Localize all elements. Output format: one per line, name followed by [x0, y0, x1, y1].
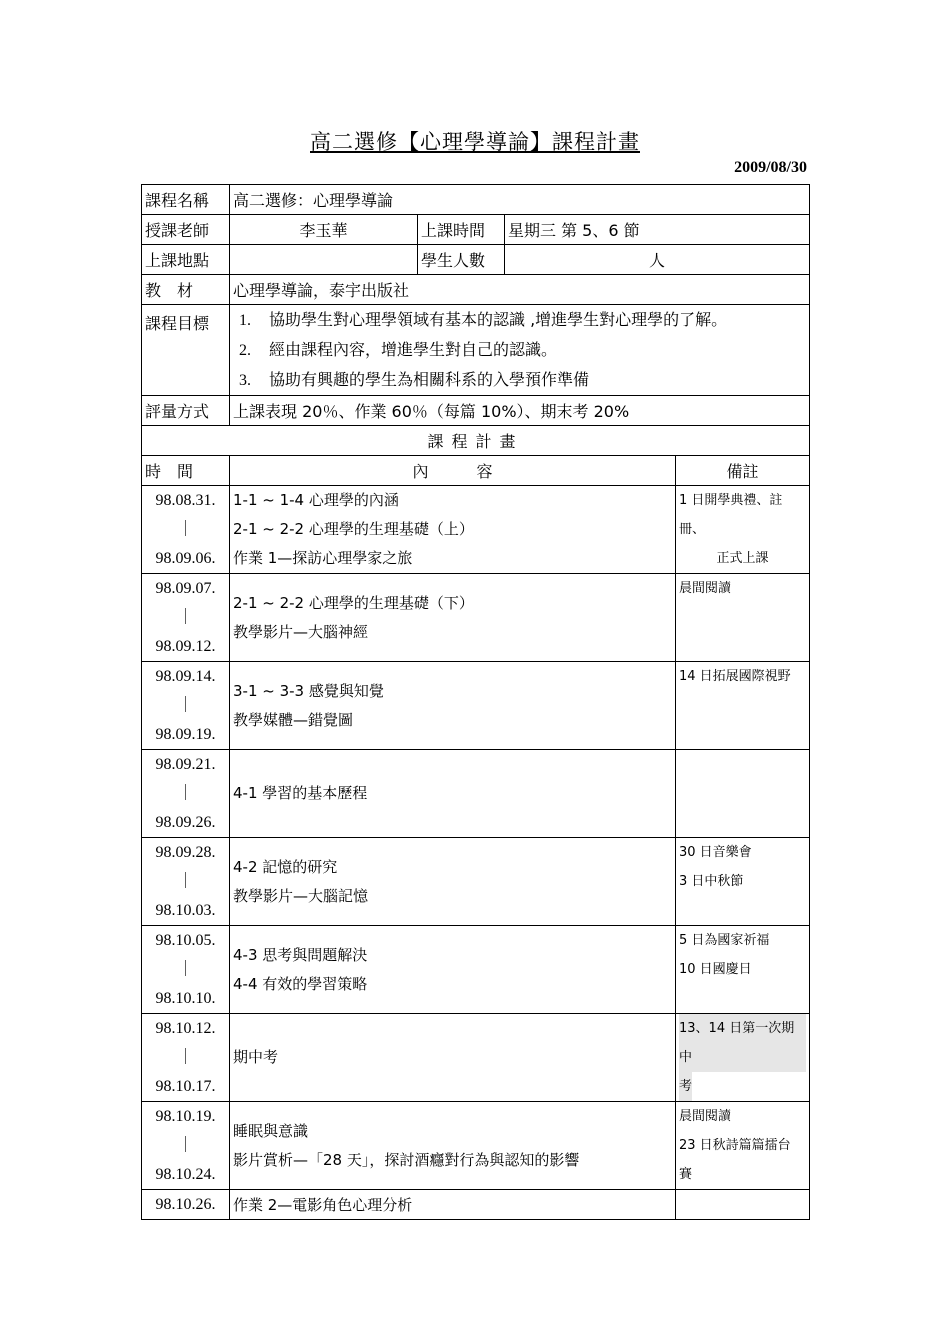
table-row: 98.10.12. ｜ 98.10.17. 期中考 13、14 日第一次期中 考: [142, 1014, 810, 1102]
class-time-value: 星期三 第 5、6 節: [505, 215, 810, 245]
place-label: 上課地點: [142, 245, 230, 275]
table-row: 98.10.05. ｜ 98.10.10. 4-3 思考與問題解決 4-4 有效的學習策略 5 日為國家祈福 10 日國慶日: [142, 926, 810, 1014]
students-label: 學生人數: [418, 245, 505, 275]
course-plan-table: [141, 184, 810, 1220]
course-name-value: 高二選修：心理學導論: [230, 185, 810, 215]
table-row: 98.10.19. ｜ 98.10.24. 睡眠與意識 影片賞析—「28 天」，探討酒癮對行為與認知的影響 晨間閱讀 23 日秋詩篇篇擂台 賽: [142, 1102, 810, 1190]
plan-heading: 課程計畫: [142, 426, 810, 456]
col-note-header: 備註: [676, 456, 810, 486]
teacher-label: 授課老師: [142, 215, 230, 245]
goals-list: [230, 305, 810, 396]
table-row: 98.09.07. ｜ 98.09.12. 2-1 ~ 2-2 心理學的生理基礎（下） 教學影片—大腦神經 晨間閱讀: [142, 574, 810, 662]
course-name-label: 課程名稱: [142, 185, 230, 215]
table-row: 98.08.31. ｜ 98.09.06. 1-1 ~ 1-4 心理學的內涵 2-1 ~ 2-2 心理學的生理基礎（上） 作業 1—探訪心理學家之旅 1 日開學典禮、註冊、 正式上課: [142, 486, 810, 574]
document-date: 2009/08/30: [734, 159, 807, 176]
table-row: 98.09.21. ｜ 98.09.26. 4-1 學習的基本歷程: [142, 750, 810, 838]
table-row: 98.10.26. 作業 2—電影角色心理分析: [142, 1190, 810, 1220]
teacher-value: 李玉華: [230, 215, 418, 245]
textbook-label: 教 材: [142, 275, 230, 305]
evaluation-label: 評量方式: [142, 396, 230, 426]
goal-item: 2. 經由課程內容，增進學生對自己的認識。: [239, 340, 558, 359]
col-time-header: 時 間: [142, 456, 230, 486]
class-time-label: 上課時間: [418, 215, 505, 245]
goal-item: 1. 協助學生對心理學領域有基本的認識 ,增進學生對心理學的了解。: [239, 310, 728, 329]
table-row: 98.09.28. ｜ 98.10.03. 4-2 記憶的研究 教學影片—大腦記憶 30 日音樂會 3 日中秋節: [142, 838, 810, 926]
place-value: [230, 245, 418, 275]
evaluation-value: 上課表現 20％、作業 60％（每篇 10%）、期末考 20%: [230, 396, 810, 426]
col-content-header: 內 容: [230, 456, 676, 486]
page-title: 高二選修【心理學導論】課程計畫: [310, 130, 640, 154]
goals-label: 課程目標: [142, 305, 230, 396]
table-row: 98.09.14. ｜ 98.09.19. 3-1 ~ 3-3 感覺與知覺 教學媒體—錯覺圖 14 日拓展國際視野: [142, 662, 810, 750]
textbook-value: 心理學導論，泰宇出版社: [230, 275, 810, 305]
students-value: 人: [505, 245, 810, 275]
goal-item: 3. 協助有興趣的學生為相關科系的入學預作準備: [239, 370, 590, 389]
